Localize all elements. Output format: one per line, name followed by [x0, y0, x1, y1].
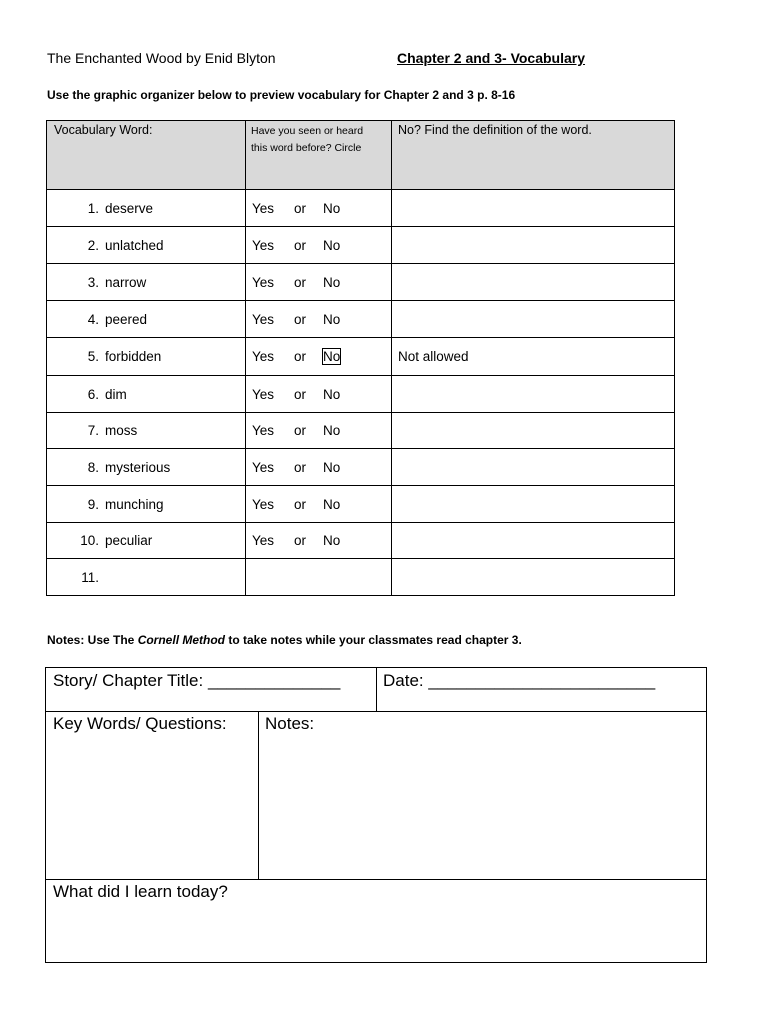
table-row	[47, 301, 675, 338]
vocab-word-cell	[47, 486, 246, 523]
no-option[interactable]: No	[323, 311, 341, 327]
vocab-word: peered	[105, 311, 148, 327]
learn-today-label: What did I learn today?	[53, 882, 228, 901]
or-text: or	[294, 423, 307, 438]
vocab-word-cell	[47, 190, 246, 227]
definition-cell[interactable]	[392, 227, 675, 264]
row-number: 11.	[81, 569, 99, 585]
seen-before-cell	[246, 190, 392, 227]
definition-cell[interactable]	[392, 190, 675, 227]
or-text: or	[294, 200, 307, 216]
vocab-word-cell	[47, 301, 246, 338]
seen-before-cell	[246, 376, 392, 413]
row-number: 5.	[87, 349, 99, 364]
or-text: or	[294, 386, 307, 402]
table-row	[47, 523, 675, 559]
vocab-word: narrow	[105, 274, 147, 290]
date-field[interactable]: Date: ________________________	[383, 671, 656, 690]
vocab-word-cell	[47, 523, 246, 559]
no-option[interactable]: No	[323, 533, 341, 548]
seen-before-cell	[246, 301, 392, 338]
or-text: or	[294, 349, 307, 364]
vocab-word-cell	[47, 338, 246, 376]
no-option[interactable]: No	[323, 349, 341, 364]
yes-option[interactable]: Yes	[252, 423, 275, 438]
chapter-heading: Chapter 2 and 3- Vocabulary	[397, 50, 586, 66]
vocab-word-cell	[47, 227, 246, 264]
seen-before-cell	[246, 264, 392, 301]
table-row	[47, 190, 675, 227]
col-header-word: Vocabulary Word:	[47, 121, 246, 190]
definition-text: Not allowed	[398, 349, 469, 364]
row-number: 3.	[87, 274, 99, 290]
vocab-word-cell	[47, 559, 246, 596]
no-option[interactable]: No	[323, 459, 341, 475]
no-option[interactable]: No	[323, 274, 341, 290]
seen-before-cell	[246, 559, 392, 596]
or-text: or	[294, 274, 307, 290]
yes-option[interactable]: Yes	[252, 237, 275, 253]
yes-option[interactable]: Yes	[252, 200, 275, 216]
or-text: or	[294, 311, 307, 327]
instruction-text: Use the graphic organizer below to preview vocabulary for Chapter 2 and 3 p. 8-16	[47, 88, 516, 102]
table-row	[47, 376, 675, 413]
vocab-word: peculiar	[105, 533, 153, 548]
story-title-field[interactable]: Story/ Chapter Title: ______________	[53, 671, 341, 690]
row-number: 4.	[87, 311, 99, 327]
table-row	[47, 413, 675, 449]
definition-cell[interactable]	[392, 449, 675, 486]
notes-label: Notes:	[265, 714, 315, 733]
vocab-word: deserve	[105, 200, 154, 216]
yes-option[interactable]: Yes	[252, 274, 275, 290]
no-option[interactable]: No	[323, 237, 341, 253]
table-row	[47, 227, 675, 264]
cornell-notes-box	[45, 667, 707, 963]
seen-before-cell	[246, 413, 392, 449]
row-number: 8.	[87, 459, 99, 475]
notes-instruction: Notes: Use The Cornell Method to take notes while your classmates read chapter 3.	[47, 633, 522, 647]
or-text: or	[294, 459, 307, 475]
document-title: The Enchanted Wood by Enid Blyton	[47, 50, 276, 66]
definition-cell[interactable]	[392, 338, 675, 376]
vocabulary-table	[46, 120, 675, 596]
definition-cell[interactable]	[392, 486, 675, 523]
table-row	[47, 559, 675, 596]
no-option[interactable]: No	[323, 386, 341, 402]
table-row	[47, 338, 675, 376]
definition-cell[interactable]	[392, 413, 675, 449]
or-text: or	[294, 533, 307, 548]
col-header-definition: No? Find the definition of the word.	[392, 121, 675, 190]
col-header-seen: Have you seen or heard this word before? Circle	[246, 121, 392, 190]
row-number: 10.	[80, 533, 99, 548]
vocab-word: dim	[105, 386, 127, 402]
yes-option[interactable]: Yes	[252, 533, 275, 548]
row-number: 2.	[87, 237, 99, 253]
vocab-word: mysterious	[105, 459, 171, 475]
or-text: or	[294, 496, 307, 512]
seen-before-cell	[246, 523, 392, 559]
vocab-word-cell	[47, 413, 246, 449]
yes-option[interactable]: Yes	[252, 386, 275, 402]
row-number: 9.	[87, 496, 99, 512]
seen-before-cell	[246, 227, 392, 264]
definition-cell[interactable]	[392, 264, 675, 301]
yes-option[interactable]: Yes	[252, 311, 275, 327]
key-words-label: Key Words/ Questions:	[53, 714, 227, 733]
table-row	[47, 486, 675, 523]
no-option[interactable]: No	[323, 423, 341, 438]
vocab-word-cell	[47, 376, 246, 413]
table-row	[47, 264, 675, 301]
vocab-word-cell	[47, 449, 246, 486]
or-text: or	[294, 237, 307, 253]
row-number: 7.	[87, 423, 99, 438]
row-number: 1.	[87, 200, 99, 216]
seen-before-cell	[246, 449, 392, 486]
seen-before-cell	[246, 338, 392, 376]
table-header-row	[47, 121, 675, 190]
yes-option[interactable]: Yes	[252, 496, 275, 512]
row-number: 6.	[87, 386, 99, 402]
definition-cell[interactable]	[392, 376, 675, 413]
vocab-word: moss	[105, 423, 138, 438]
table-row	[47, 449, 675, 486]
yes-option[interactable]: Yes	[252, 459, 275, 475]
definition-cell[interactable]	[392, 301, 675, 338]
vocab-word-cell	[47, 264, 246, 301]
definition-cell[interactable]	[392, 523, 675, 559]
vocab-word: munching	[105, 496, 164, 512]
vocab-word: forbidden	[105, 349, 162, 364]
definition-cell[interactable]	[392, 559, 675, 596]
vocab-word: unlatched	[105, 237, 164, 253]
yes-option[interactable]: Yes	[252, 349, 275, 364]
no-option[interactable]: No	[323, 496, 341, 512]
no-option[interactable]: No	[323, 200, 341, 216]
seen-before-cell	[246, 486, 392, 523]
